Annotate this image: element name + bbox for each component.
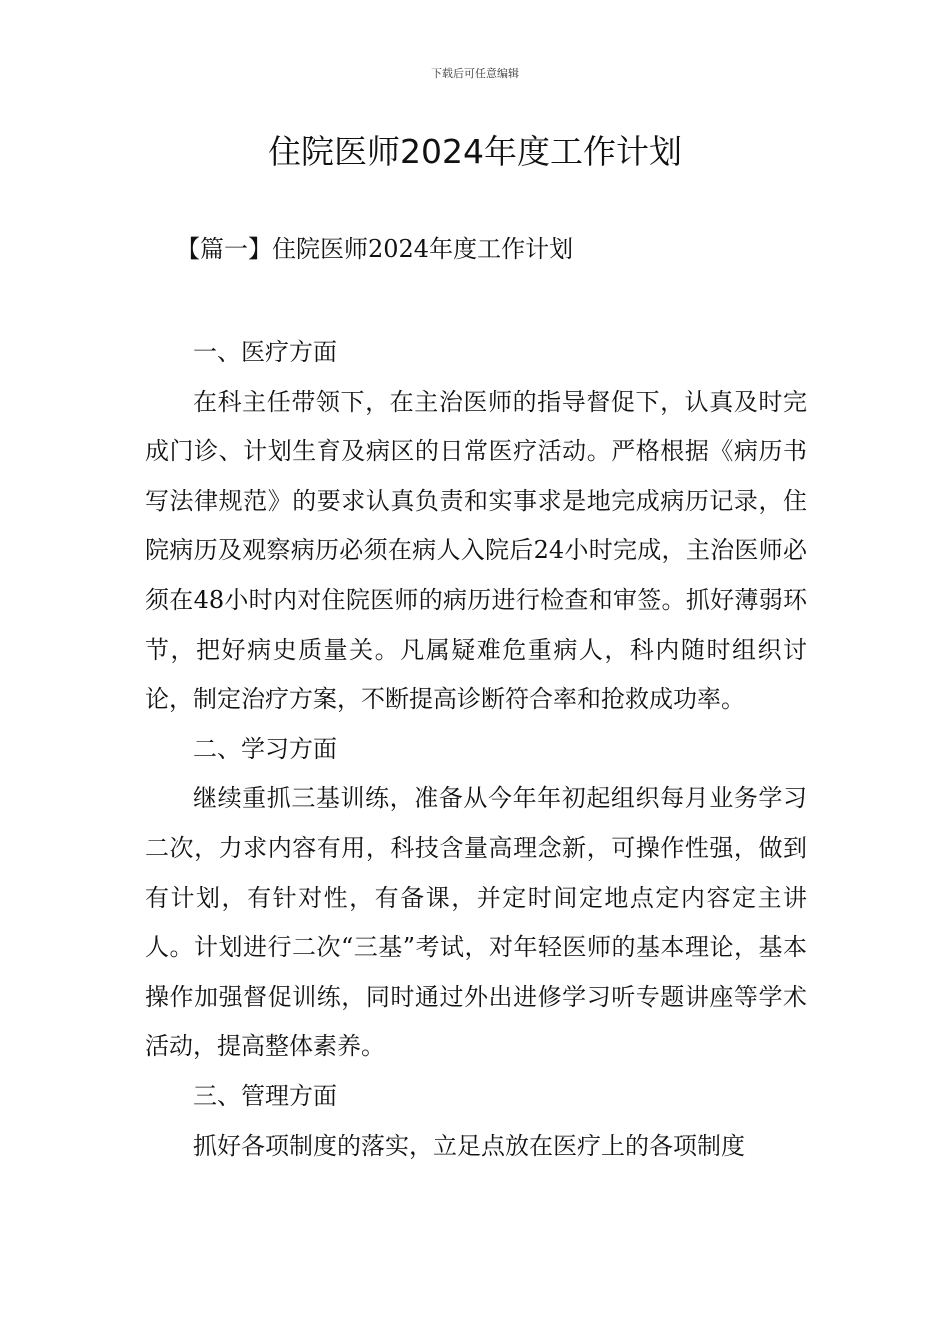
document-title: 住院医师2024年度工作计划 [268,132,682,171]
body-paragraph: 继续重抓三基训练，准备从今年年初起组织每月业务学习二次，力求内容有用，科技含量高理念新，可操作性强，做到有计划，有针对性，有备课，并定时间定地点定内容定主讲人。计划进行二次“三基”考试，对年轻医师的基本理论，基本操作加强督促训练，同时通过外出进修学习听专题讲座等学术活动，提高整体素养。 [145,784,807,1061]
section-title: 【篇一】住院医师2024年度工作计划 [176,235,574,263]
body-paragraph: 在科主任带领下，在主治医师的指导督促下，认真及时完成门诊、计划生育及病区的日常医疗活动。严格根据《病历书写法律规范》的要求认真负责和实事求是地完成病历记录，住院病历及观察病历必须在病人入院后24小时完成，主治医师必须在48小时内对住院医师的病历进行检查和审签。抓好薄弱环节，把好病史质量关。凡属疑难危重病人，科内随时组织讨论，制定治疗方案，不断提高诊断符合率和抢救成功率。 [145,387,807,714]
body-paragraph: 抓好各项制度的落实，立足点放在医疗上的各项制度 [193,1131,745,1160]
subsection-heading: 二、学习方面 [193,734,337,763]
document-body [145,328,807,1171]
header-note: 下载后可任意编辑 [431,67,519,80]
subsection-heading: 三、管理方面 [193,1081,337,1110]
subsection-heading: 一、医疗方面 [193,338,337,366]
